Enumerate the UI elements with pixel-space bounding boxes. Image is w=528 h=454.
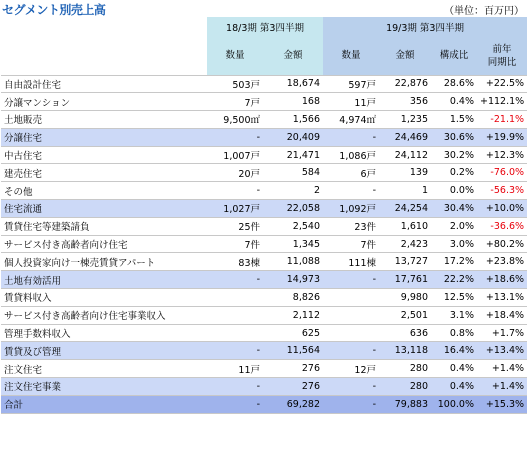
row-label-cell: サービス付き高齢者向け住宅 (1, 235, 207, 253)
table-row (1, 111, 527, 129)
qty-19-cell: 6戸 (323, 164, 379, 182)
table-row (1, 182, 527, 200)
amount-18-cell: 2,112 (263, 306, 323, 324)
amount-19-cell: 1 (379, 182, 431, 200)
row-label-cell: 賃貸及び管理 (1, 342, 207, 360)
header-group-row (1, 17, 527, 37)
ratio-cell: 30.4% (431, 200, 477, 218)
subtotal-row (1, 271, 527, 289)
subtotal-row (1, 200, 527, 218)
ratio-cell: 3.1% (431, 306, 477, 324)
yoy-cell: +15.3% (477, 395, 527, 413)
table-row (1, 164, 527, 182)
row-label-cell: 賃貸住宅等建築請負 (1, 217, 207, 235)
header-yoy: 前年 同期比 (477, 37, 527, 75)
qty-18-cell: - (207, 128, 263, 146)
qty-19-cell: 1,086戸 (323, 146, 379, 164)
row-label-cell: 自由設計住宅 (1, 75, 207, 93)
qty-19-cell: 4,974㎡ (323, 111, 379, 129)
amount-19-cell: 280 (379, 360, 431, 378)
amount-18-cell: 625 (263, 324, 323, 342)
ratio-cell: 0.4% (431, 378, 477, 396)
qty-19-cell: - (323, 182, 379, 200)
yoy-cell: +13.4% (477, 342, 527, 360)
yoy-cell: +13.1% (477, 289, 527, 307)
ratio-cell: 0.8% (431, 324, 477, 342)
amount-18-cell: 1,566 (263, 111, 323, 129)
row-label-cell: 個人投資家向け一棟売賃貸アパート (1, 253, 207, 271)
amount-18-cell: 18,674 (263, 75, 323, 93)
qty-18-cell: - (207, 182, 263, 200)
row-label-cell: 賃貸料収入 (1, 289, 207, 307)
qty-19-cell: 12戸 (323, 360, 379, 378)
header-amount-18: 金額 (263, 37, 323, 75)
qty-18-cell: 83棟 (207, 253, 263, 271)
row-label-cell: 分譲マンション (1, 93, 207, 111)
amount-18-cell: 276 (263, 378, 323, 396)
header-group-18: 18/3期 第3四半期 (207, 17, 323, 37)
qty-18-cell: - (207, 395, 263, 413)
table-row (1, 306, 527, 324)
header-column-row (1, 37, 527, 75)
amount-18-cell: 168 (263, 93, 323, 111)
yoy-cell: +22.5% (477, 75, 527, 93)
header-qty-18: 数量 (207, 37, 263, 75)
qty-19-cell: - (323, 378, 379, 396)
yoy-cell: +19.9% (477, 128, 527, 146)
amount-18-cell: 69,282 (263, 395, 323, 413)
row-label-cell: 住宅流通 (1, 200, 207, 218)
total-row (1, 395, 527, 413)
amount-18-cell: 1,345 (263, 235, 323, 253)
yoy-cell: +10.0% (477, 200, 527, 218)
amount-18-cell: 584 (263, 164, 323, 182)
amount-18-cell: 21,471 (263, 146, 323, 164)
qty-18-cell (207, 324, 263, 342)
amount-18-cell: 11,088 (263, 253, 323, 271)
yoy-cell: +1.7% (477, 324, 527, 342)
qty-19-cell: 23件 (323, 217, 379, 235)
amount-19-cell: 1,235 (379, 111, 431, 129)
amount-19-cell: 17,761 (379, 271, 431, 289)
amount-19-cell: 139 (379, 164, 431, 182)
qty-18-cell: 25件 (207, 217, 263, 235)
qty-19-cell: - (323, 271, 379, 289)
amount-19-cell: 2,423 (379, 235, 431, 253)
amount-19-cell: 24,254 (379, 200, 431, 218)
header-qty-19: 数量 (323, 37, 379, 75)
row-label-cell: 分譲住宅 (1, 128, 207, 146)
ratio-cell: 12.5% (431, 289, 477, 307)
ratio-cell: 0.4% (431, 360, 477, 378)
qty-18-cell (207, 306, 263, 324)
qty-18-cell: 11戸 (207, 360, 263, 378)
qty-19-cell: 597戸 (323, 75, 379, 93)
amount-18-cell: 22,058 (263, 200, 323, 218)
ratio-cell: 0.2% (431, 164, 477, 182)
qty-18-cell: 7戸 (207, 93, 263, 111)
yoy-cell: +1.4% (477, 378, 527, 396)
header-group-19: 19/3期 第3四半期 (323, 17, 527, 37)
header-blank (1, 17, 207, 37)
row-label-cell: 建売住宅 (1, 164, 207, 182)
row-label-cell: 合計 (1, 395, 207, 413)
yoy-cell: +12.3% (477, 146, 527, 164)
page-title: セグメント別売上高 (2, 3, 106, 17)
amount-19-cell: 79,883 (379, 395, 431, 413)
yoy-cell: +23.8% (477, 253, 527, 271)
qty-18-cell: 7件 (207, 235, 263, 253)
amount-19-cell: 2,501 (379, 306, 431, 324)
qty-18-cell: - (207, 378, 263, 396)
yoy-cell: -36.6% (477, 217, 527, 235)
qty-19-cell: 1,092戸 (323, 200, 379, 218)
amount-18-cell: 11,564 (263, 342, 323, 360)
unit-label: （単位：百万円） (444, 6, 524, 17)
table-row (1, 217, 527, 235)
ratio-cell: 28.6% (431, 75, 477, 93)
yoy-cell: -56.3% (477, 182, 527, 200)
table-row (1, 253, 527, 271)
qty-18-cell: 503戸 (207, 75, 263, 93)
qty-19-cell (323, 306, 379, 324)
amount-19-cell: 9,980 (379, 289, 431, 307)
subtotal-row (1, 342, 527, 360)
ratio-cell: 2.0% (431, 217, 477, 235)
amount-18-cell: 14,973 (263, 271, 323, 289)
qty-19-cell: - (323, 342, 379, 360)
row-label-cell: その他 (1, 182, 207, 200)
amount-18-cell: 2 (263, 182, 323, 200)
ratio-cell: 30.2% (431, 146, 477, 164)
amount-19-cell: 13,727 (379, 253, 431, 271)
qty-19-cell (323, 324, 379, 342)
yoy-cell: +1.4% (477, 360, 527, 378)
amount-19-cell: 636 (379, 324, 431, 342)
qty-18-cell: 1,027戸 (207, 200, 263, 218)
header-blank-2 (1, 37, 207, 75)
row-label-cell: 土地有効活用 (1, 271, 207, 289)
subtotal-row (1, 128, 527, 146)
amount-19-cell: 24,469 (379, 128, 431, 146)
table-row (1, 93, 527, 111)
table-row (1, 360, 527, 378)
qty-19-cell: - (323, 395, 379, 413)
header-amount-19: 金額 (379, 37, 431, 75)
row-label-cell: サービス付き高齢者向け住宅事業収入 (1, 306, 207, 324)
ratio-cell: 1.5% (431, 111, 477, 129)
qty-18-cell: 20戸 (207, 164, 263, 182)
ratio-cell: 17.2% (431, 253, 477, 271)
qty-19-cell: - (323, 128, 379, 146)
qty-18-cell: - (207, 342, 263, 360)
qty-19-cell: 11戸 (323, 93, 379, 111)
table-row (1, 235, 527, 253)
amount-19-cell: 22,876 (379, 75, 431, 93)
row-label-cell: 注文住宅 (1, 360, 207, 378)
amount-18-cell: 2,540 (263, 217, 323, 235)
amount-18-cell: 8,826 (263, 289, 323, 307)
yoy-cell: +18.6% (477, 271, 527, 289)
amount-19-cell: 280 (379, 378, 431, 396)
table-row (1, 324, 527, 342)
table-row (1, 289, 527, 307)
qty-18-cell: 1,007戸 (207, 146, 263, 164)
amount-19-cell: 24,112 (379, 146, 431, 164)
amount-19-cell: 13,118 (379, 342, 431, 360)
amount-19-cell: 356 (379, 93, 431, 111)
table-row (1, 146, 527, 164)
ratio-cell: 100.0% (431, 395, 477, 413)
table-row (1, 75, 527, 93)
yoy-cell: -21.1% (477, 111, 527, 129)
qty-19-cell: 7件 (323, 235, 379, 253)
header-ratio: 構成比 (431, 37, 477, 75)
ratio-cell: 30.6% (431, 128, 477, 146)
ratio-cell: 22.2% (431, 271, 477, 289)
segment-sales-table (1, 17, 527, 414)
yoy-cell: -76.0% (477, 164, 527, 182)
amount-18-cell: 276 (263, 360, 323, 378)
amount-19-cell: 1,610 (379, 217, 431, 235)
row-label-cell: 管理手数料収入 (1, 324, 207, 342)
qty-18-cell: 9,500㎡ (207, 111, 263, 129)
qty-18-cell: - (207, 271, 263, 289)
qty-19-cell: 111棟 (323, 253, 379, 271)
row-label-cell: 中古住宅 (1, 146, 207, 164)
qty-19-cell (323, 289, 379, 307)
ratio-cell: 3.0% (431, 235, 477, 253)
qty-18-cell (207, 289, 263, 307)
ratio-cell: 16.4% (431, 342, 477, 360)
amount-18-cell: 20,409 (263, 128, 323, 146)
row-label-cell: 注文住宅事業 (1, 378, 207, 396)
row-label-cell: 土地販売 (1, 111, 207, 129)
yoy-cell: +18.4% (477, 306, 527, 324)
yoy-cell: +112.1% (477, 93, 527, 111)
yoy-cell: +80.2% (477, 235, 527, 253)
ratio-cell: 0.4% (431, 93, 477, 111)
ratio-cell: 0.0% (431, 182, 477, 200)
subtotal-row (1, 378, 527, 396)
